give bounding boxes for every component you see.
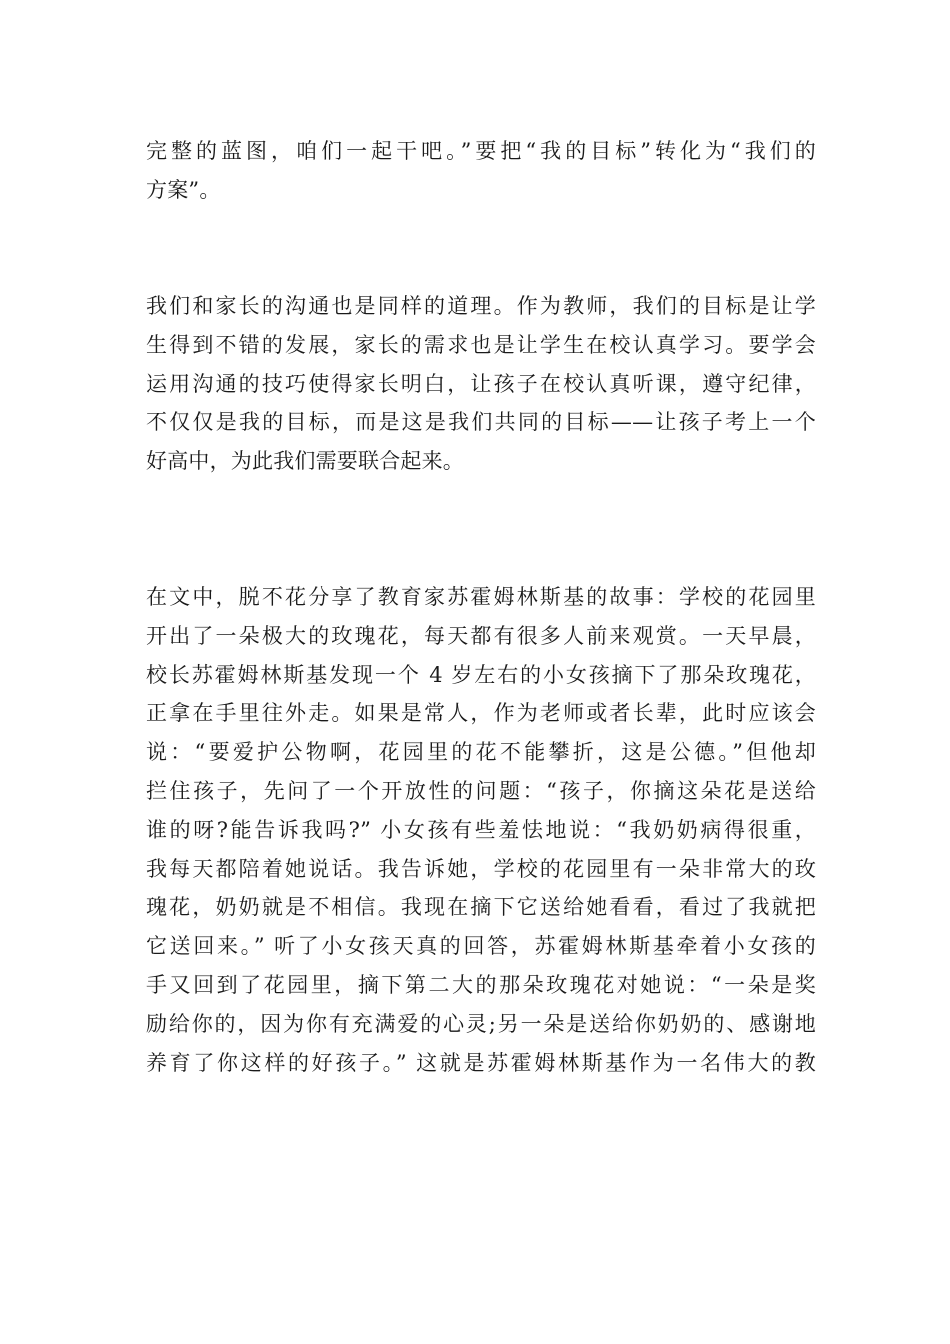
text-line: 正拿在手里往外走。如果是常人，作为老师或者长辈，此时应该会: [146, 701, 816, 726]
text-line: 励给你的，因为你有充满爱的心灵;另一朵是送给你奶奶的、感谢地: [146, 1011, 816, 1036]
text-line: 校长苏霍姆林斯基发现一个 4 岁左右的小女孩摘下了那朵玫瑰花，: [146, 662, 816, 687]
text-line: 我每天都陪着她说话。我告诉她，学校的花园里有一朵非常大的玫: [146, 856, 816, 881]
text-line: 开出了一朵极大的玫瑰花，每天都有很多人前来观赏。一天早晨，: [146, 623, 816, 648]
paragraph-3: [146, 578, 816, 1082]
text-line: 运用沟通的技巧使得家长明白，让孩子在校认真听课，遵守纪律，: [146, 371, 816, 396]
text-line: 手又回到了花园里，摘下第二大的那朵玫瑰花对她说：“一朵是奖: [146, 972, 816, 997]
text-line: 我们和家长的沟通也是同样的道理。作为教师，我们的目标是让学: [146, 294, 816, 318]
text-line: 谁的呀?能告诉我吗?” 小女孩有些羞怯地说：“我奶奶病得很重，: [146, 817, 816, 842]
text-line: 完整的蓝图，咱们一起干吧。”要把“我的目标”转化为“我们的: [146, 139, 816, 163]
text-line: 说：“要爱护公物啊，花园里的花不能攀折，这是公德。”但他却: [146, 740, 816, 765]
text-line: 好高中，为此我们需要联合起来。: [146, 449, 464, 474]
paragraph-1: [146, 132, 816, 210]
text-line: 它送回来。” 听了小女孩天真的回答，苏霍姆林斯基牵着小女孩的: [146, 934, 816, 959]
text-line: 方案”。: [146, 177, 221, 202]
text-line: 拦住孩子，先问了一个开放性的问题：“孩子，你摘这朵花是送给: [146, 778, 816, 803]
text-line: 不仅仅是我的目标，而是这是我们共同的目标——让孩子考上一个: [146, 410, 816, 435]
text-line: 生得到不错的发展，家长的需求也是让学生在校认真学习。要学会: [146, 332, 816, 357]
text-line: 在文中，脱不花分享了教育家苏霍姆林斯基的故事：学校的花园里: [146, 585, 816, 609]
text-line: 瑰花，奶奶就是不相信。我现在摘下它送给她看看，看过了我就把: [146, 895, 816, 920]
paragraph-2: [146, 287, 816, 481]
text-line: 养育了你这样的好孩子。” 这就是苏霍姆林斯基作为一名伟大的教: [146, 1050, 816, 1075]
